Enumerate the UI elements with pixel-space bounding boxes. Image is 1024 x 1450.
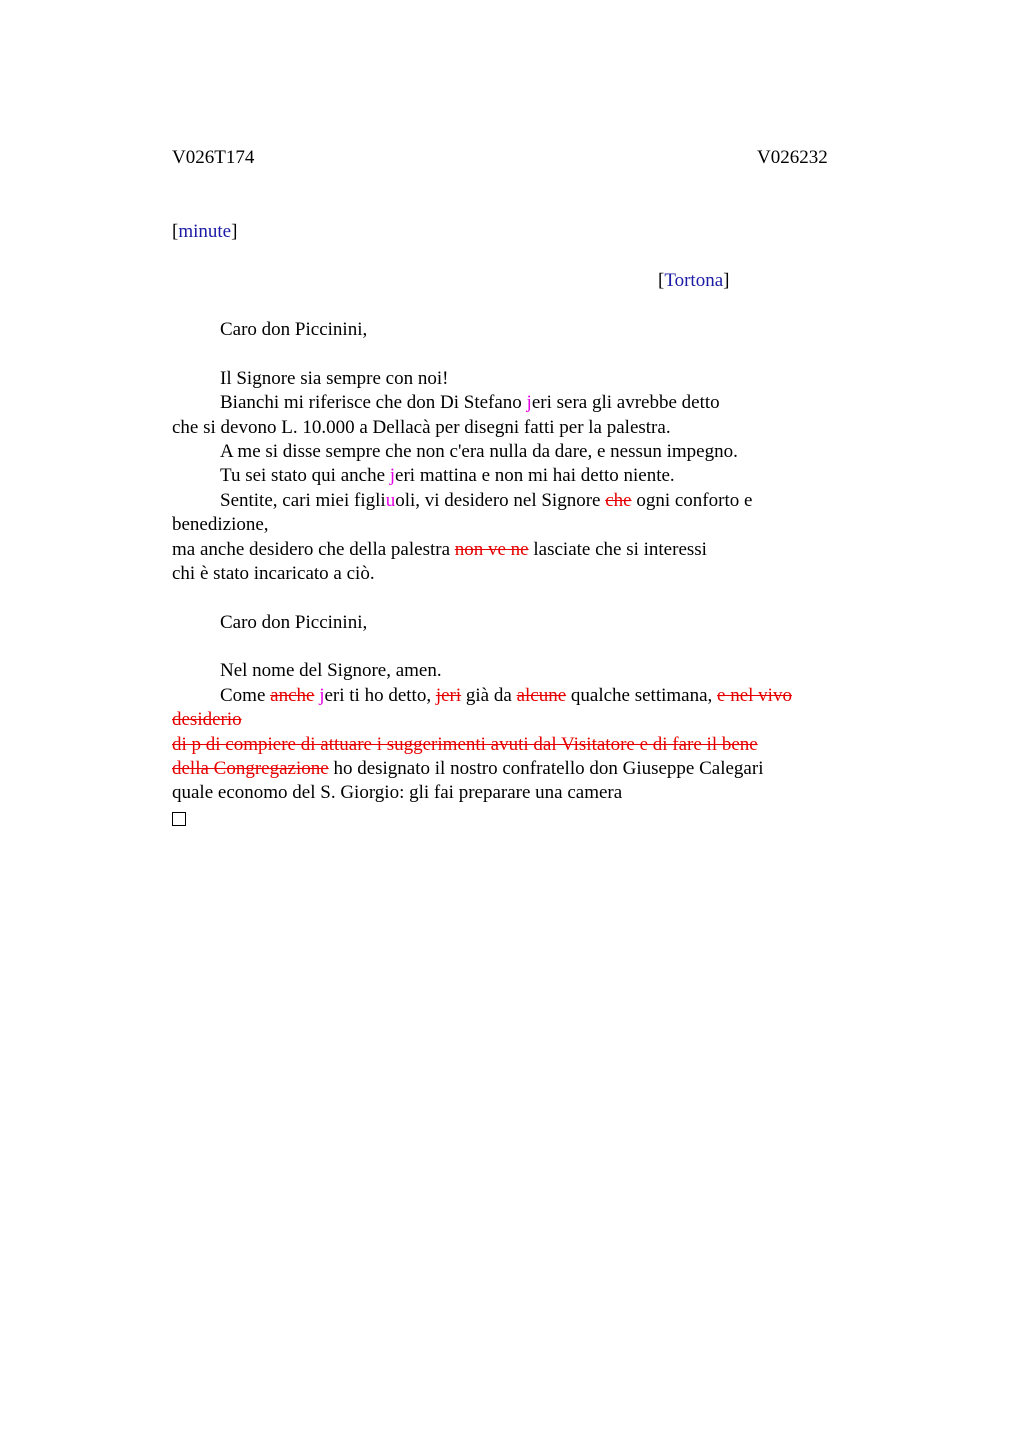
letter2-line-deleted: desiderio <box>172 709 242 731</box>
deletion: alcune <box>516 684 567 706</box>
text-segment: Tu sei stato qui anche <box>220 465 390 487</box>
minute-label: minute <box>178 221 232 242</box>
letter2-line <box>172 757 852 781</box>
document-code-right: V026232 <box>757 147 828 168</box>
letter1-line <box>172 464 852 488</box>
text-segment: eri sera gli avrebbe detto <box>531 392 720 414</box>
text-segment: Bianchi mi riferisce che don Di Stefano <box>220 392 527 414</box>
deletion: e nel vivo <box>717 684 792 706</box>
end-marker-line <box>172 806 852 830</box>
text-segment: oli, vi desidero nel Signore <box>395 489 606 511</box>
minute-annotation <box>172 221 237 243</box>
text-segment: ma anche desidero che della palestra <box>172 538 455 560</box>
insertion: u <box>385 489 396 511</box>
place-annotation <box>658 270 729 292</box>
text-segment: ogni conforto e <box>631 489 753 511</box>
letter2-line <box>172 684 852 708</box>
document-code-left: V026T174 <box>172 147 255 168</box>
letter1-line <box>172 391 852 415</box>
bracket-open: [ <box>172 221 179 242</box>
bracket-open: [ <box>658 270 665 291</box>
letter1-line: Il Signore sia sempre con noi! <box>220 367 449 389</box>
letter1-line: benedizione, <box>172 514 269 536</box>
deletion: non ve ne <box>454 538 529 560</box>
deletion: che <box>605 489 632 511</box>
deletion: della Congregazione <box>172 758 329 780</box>
blank-line <box>172 586 852 610</box>
blank-line <box>172 342 852 366</box>
text-segment: eri mattina e non mi hai detto niente. <box>395 465 675 487</box>
place-label: Tortona <box>664 270 724 291</box>
letter2-line-deleted: di p di compiere di attuare i suggerimenti avuti dal Visitatore e di fare il bene <box>172 733 758 755</box>
letter-body <box>172 318 852 830</box>
blank-line <box>172 635 852 659</box>
bracket-close: ] <box>231 221 238 242</box>
deletion: anche <box>270 684 315 706</box>
letter1-salutation: Caro don Piccinini, <box>220 319 368 340</box>
insertion: j <box>389 465 396 487</box>
letter1-line: chi è stato incaricato a ciò. <box>172 562 375 584</box>
deletion: jeri <box>435 684 462 706</box>
letter1-line: che si devono L. 10.000 a Dellacà per disegni fatti per la palestra. <box>172 416 671 438</box>
bracket-close: ] <box>723 270 730 291</box>
text-segment: Sentite, cari miei figli <box>220 489 386 511</box>
text-segment: qualche settimana, <box>566 684 718 706</box>
letter2-salutation: Caro don Piccinini, <box>220 611 368 633</box>
text-segment: lasciate che si interessi <box>528 538 707 560</box>
letter2-line: quale economo del S. Giorgio: gli fai preparare una camera <box>172 782 623 804</box>
text-segment: Come <box>220 684 271 706</box>
letter2-line: Nel nome del Signore, amen. <box>220 660 442 682</box>
insertion: j <box>319 684 325 706</box>
letter1-line <box>172 489 852 513</box>
insertion: j <box>526 392 532 414</box>
text-segment: già da <box>461 684 517 706</box>
text-segment: eri ti ho detto, <box>324 684 436 706</box>
letter1-line <box>172 538 852 562</box>
end-box-icon <box>172 812 186 826</box>
letter1-line: A me si disse sempre che non c'era nulla da dare, e nessun impegno. <box>220 440 738 462</box>
text-segment: ho designato il nostro confratello don Giuseppe Calegari <box>328 758 764 780</box>
